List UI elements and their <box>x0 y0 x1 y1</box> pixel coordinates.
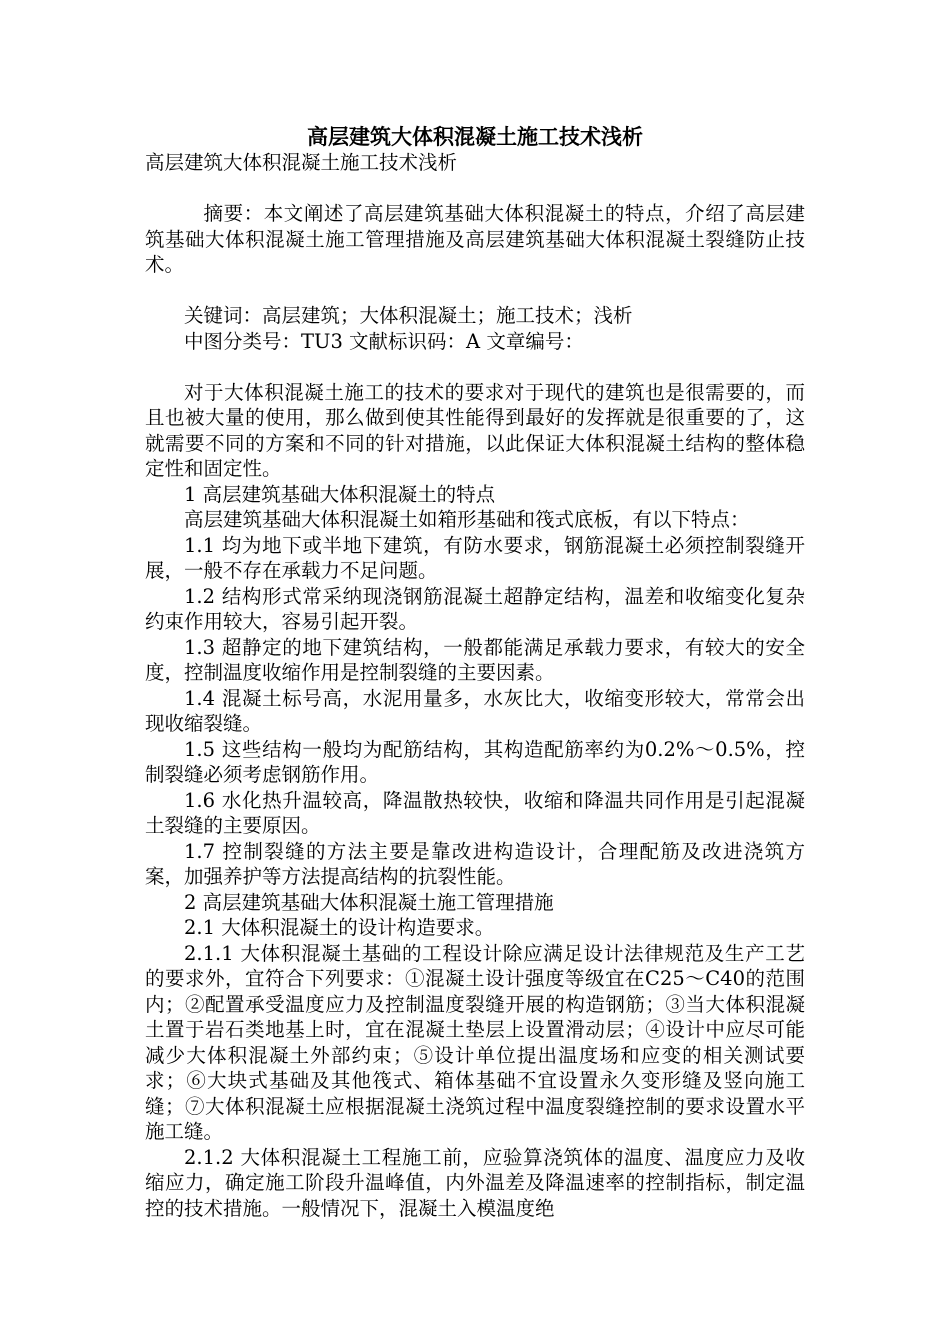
section-heading: 2 高层建筑基础大体积混凝土施工管理措施 <box>184 890 554 914</box>
body-paragraph: 2.1.1 大体积混凝土基础的工程设计除应满足设计法律规范及生产工艺的要求外，宜符合下列要求：①混凝土设计强度等级宜在C25～C40的范围内；②配置承受温度应力及控制温度裂缝开展的构造钢筋；③当大体积混凝土置于岩石类地基上时，宜在混凝土垫层上设置滑动层；④设计中应尽可能减少大体积混凝土外部约束；⑤设计单位提出温度场和应变的相关测试要求；⑥大块式基础及其他筏式、箱体基础不宜设置永久变形缝及竖向施工缝；⑦大体积混凝土应根据混凝土浇筑过程中温度裂缝控制的要求设置水平施工缝。 <box>145 941 805 1143</box>
classification-line: 中图分类号：TU3 文献标识码：A 文章编号： <box>184 329 584 353</box>
section-heading: 1 高层建筑基础大体积混凝土的特点 <box>184 482 496 506</box>
spacer <box>145 278 805 304</box>
abstract-paragraph: 摘要：本文阐述了高层建筑基础大体积混凝土的特点，介绍了高层建筑基础大体积混凝土施工管理措施及高层建筑基础大体积混凝土裂缝防止技术。 <box>145 202 805 276</box>
document-title: 高层建筑大体积混凝土施工技术浅析 <box>307 124 643 149</box>
list-item: 1.2 结构形式常采纳现浇钢筋混凝土超静定结构，温差和收缩变化复杂约束作用较大，容易引起开裂。 <box>145 584 805 633</box>
document-subtitle: 高层建筑大体积混凝土施工技术浅析 <box>145 151 458 174</box>
list-item: 1.4 混凝土标号高，水泥用量多，水灰比大，收缩变形较大，常常会出现收缩裂缝。 <box>145 686 805 735</box>
list-item: 1.3 超静定的地下建筑结构，一般都能满足承载力要求，有较大的安全度，控制温度收缩作用是控制裂缝的主要因素。 <box>145 635 805 684</box>
list-item: 1.1 均为地下或半地下建筑，有防水要求，钢筋混凝土必须控制裂缝开展，一般不存在承载力不足问题。 <box>145 533 805 582</box>
spacer <box>145 176 805 202</box>
keywords-line: 关键词：高层建筑；大体积混凝土；施工技术；浅析 <box>184 304 633 327</box>
list-item: 1.6 水化热升温较高，降温散热较快，收缩和降温共同作用是引起混凝土裂缝的主要原因。 <box>145 788 805 837</box>
body-paragraph: 高层建筑基础大体积混凝土如箱形基础和筏式底板，有以下特点： <box>184 508 750 531</box>
list-item: 1.7 控制裂缝的方法主要是靠改进构造设计，合理配筋及改进浇筑方案，加强养护等方法提高结构的抗裂性能。 <box>145 839 805 888</box>
body-paragraph: 对于大体积混凝土施工的技术的要求对于现代的建筑也是很需要的，而且也被大量的使用，那么做到使其性能得到最好的发挥就是很重要的了，这就需要不同的方案和不同的针对措施，以此保证大体积混凝土结构的整体稳定性和固定性。 <box>145 380 805 480</box>
spacer <box>145 354 805 380</box>
subsection-heading: 2.1 大体积混凝土的设计构造要求。 <box>184 916 495 939</box>
list-item: 1.5 这些结构一般均为配筋结构，其构造配筋率约为0.2%～0.5%，控制裂缝必须考虑钢筋作用。 <box>145 737 805 786</box>
body-paragraph: 2.1.2 大体积混凝土工程施工前，应验算浇筑体的温度、温度应力及收缩应力，确定施工阶段升温峰值，内外温差及降温速率的控制指标，制定温控的技术措施。一般情况下，混凝土入模温度绝 <box>145 1145 805 1220</box>
document-page <box>145 124 805 1221</box>
